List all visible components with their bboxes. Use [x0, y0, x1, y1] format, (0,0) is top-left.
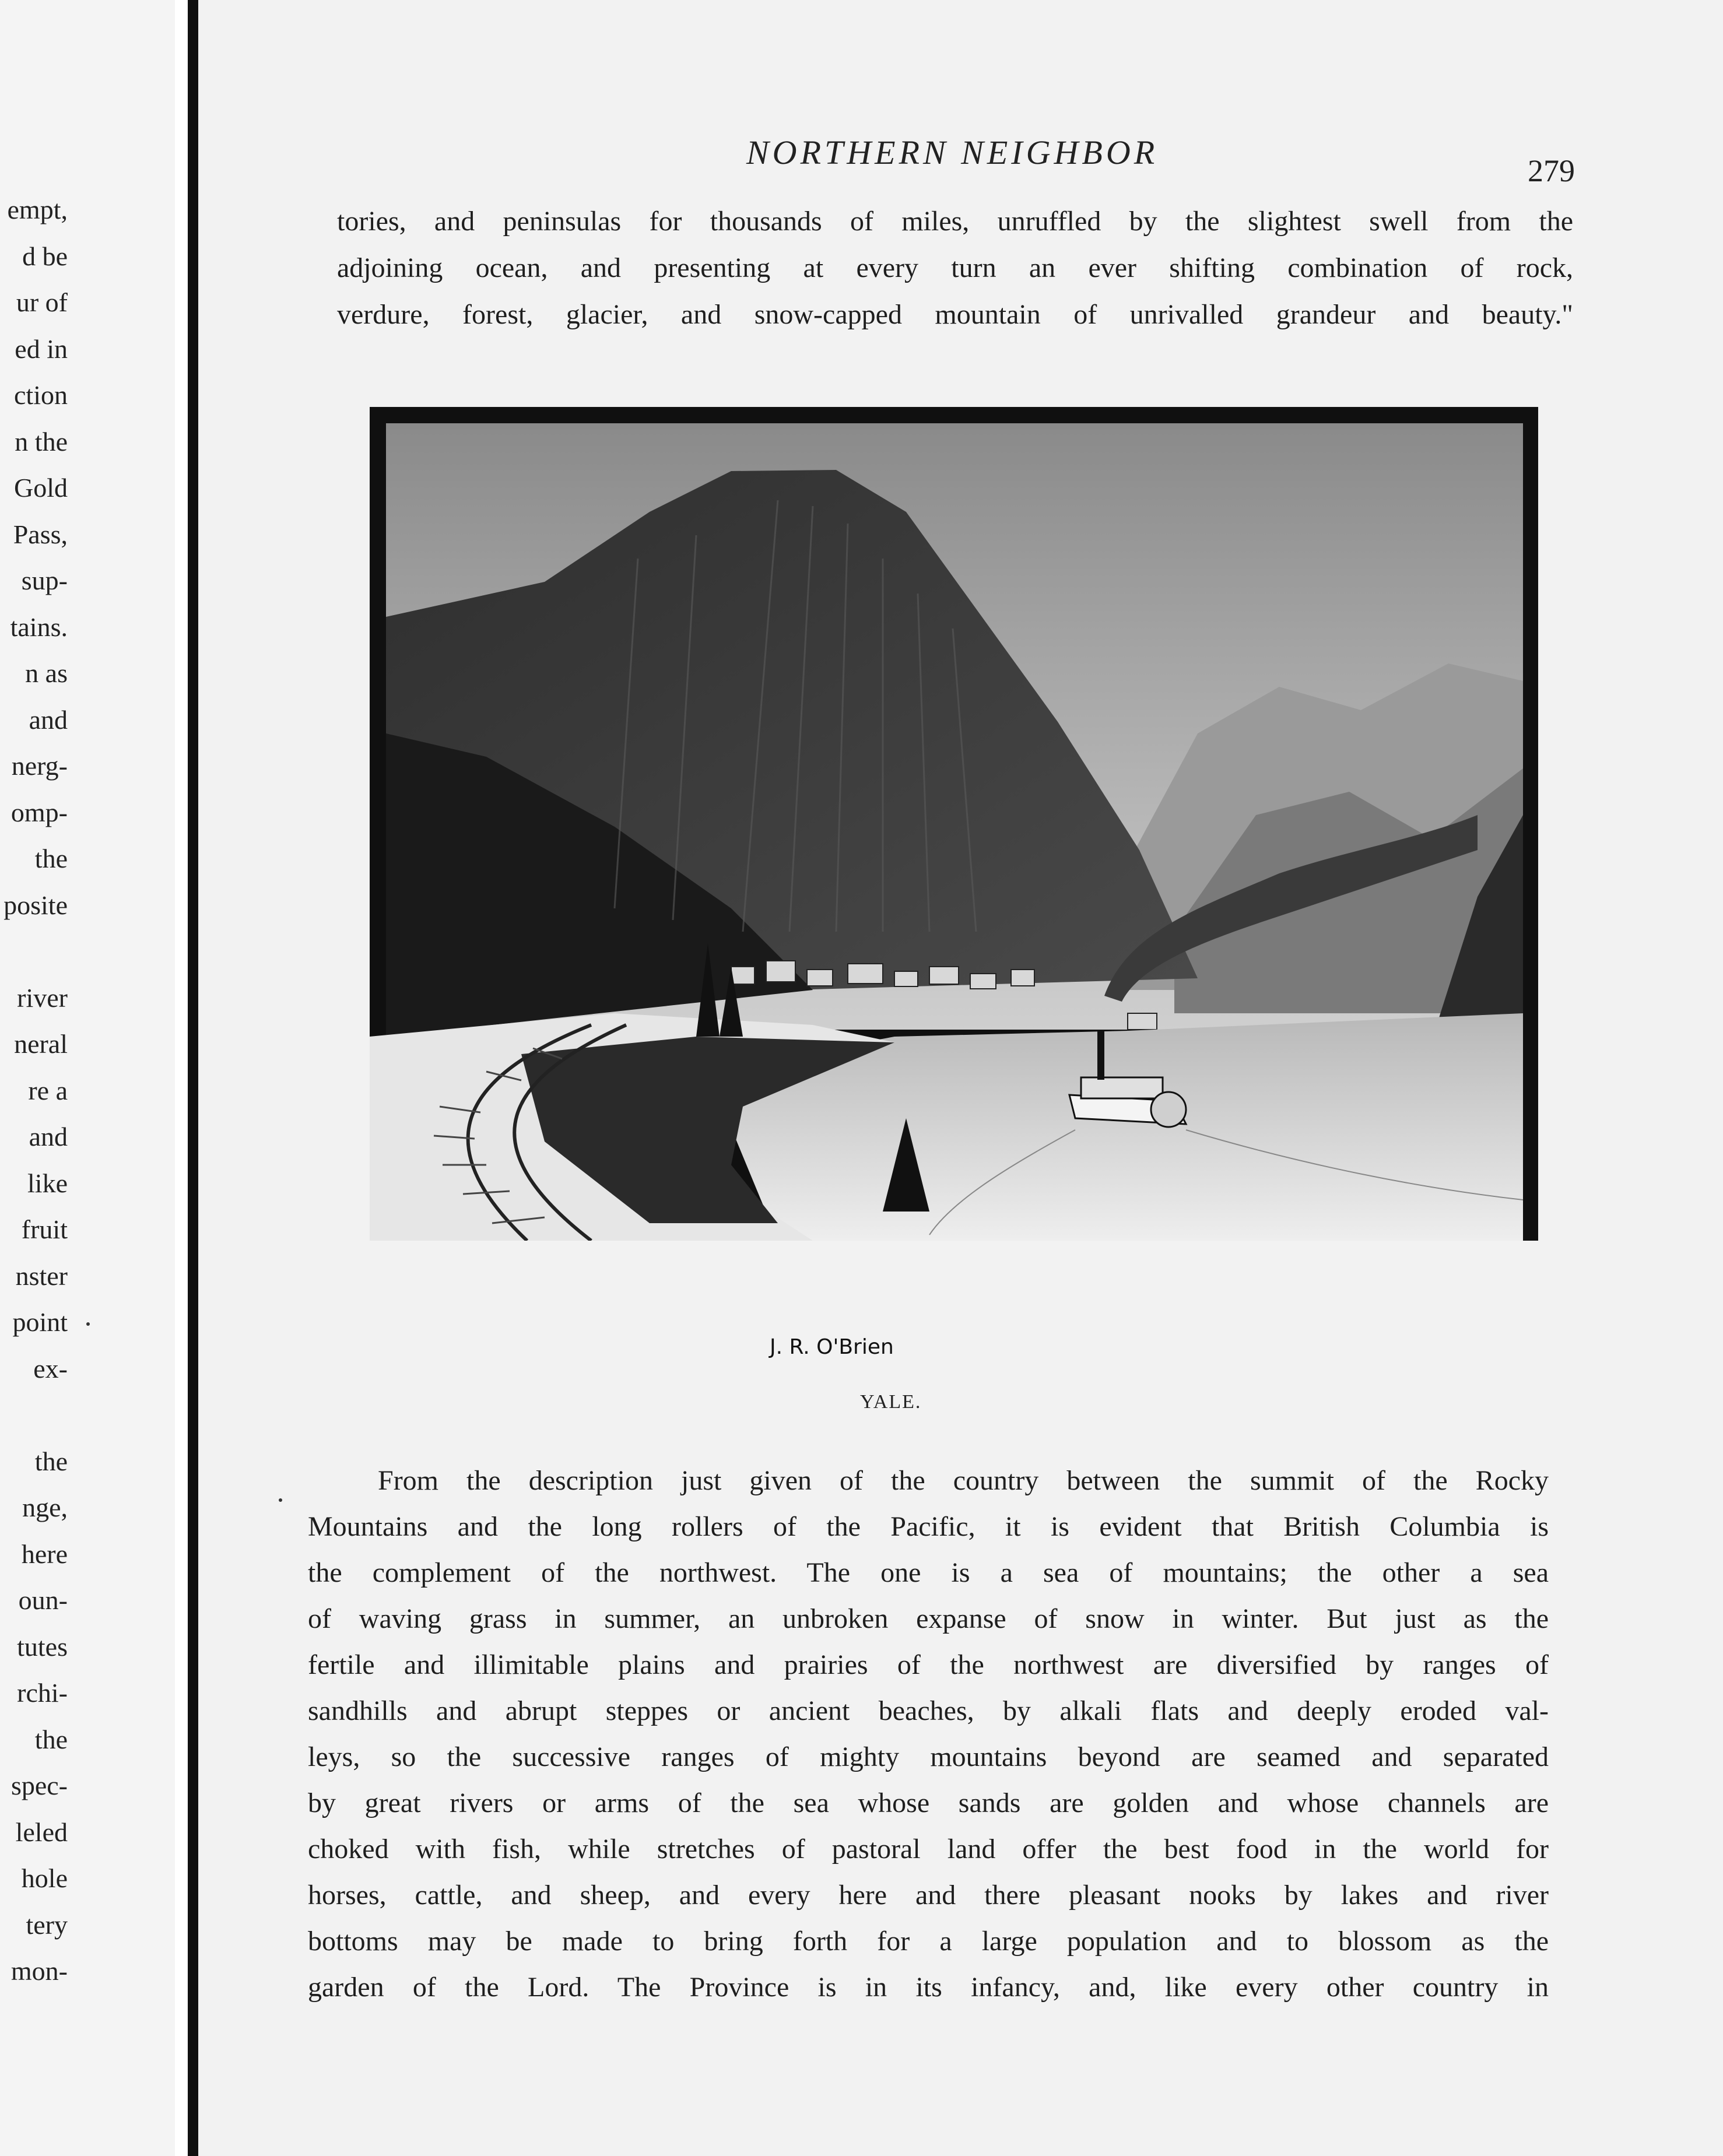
left-page-line: empt, — [7, 195, 68, 224]
print-speck — [86, 1322, 90, 1326]
body-line: bottoms may be made to bring forth for a large population and to blossom as the — [308, 1926, 1549, 1957]
left-page-line: oun- — [18, 1585, 68, 1615]
left-page-line: tery — [26, 1909, 68, 1940]
left-page-line: rchi- — [17, 1678, 68, 1708]
left-page-line: ex- — [33, 1353, 68, 1384]
left-page-line: spec- — [10, 1771, 68, 1800]
left-page-line: ur of — [16, 287, 68, 317]
left-page-line: n the — [15, 426, 68, 457]
left-page-line: tains. — [10, 612, 68, 642]
left-page-line: here — [21, 1539, 68, 1569]
body-line: Mountains and the long rollers of the Pacific, it is evident that British Columbia is — [308, 1511, 1549, 1542]
quote-line: verdure, forest, glacier, and snow-capped mountain of unrivalled grandeur and beauty." — [337, 299, 1573, 330]
yale-engraving — [370, 407, 1538, 1241]
left-page-line: mon- — [10, 1956, 68, 1986]
body-line: choked with fish, while stretches of pastoral land offer the best food in the world for — [308, 1834, 1549, 1864]
illustration-caption: YALE. — [860, 1391, 922, 1413]
left-page-line: point — [12, 1307, 68, 1337]
left-page-line: omp- — [10, 797, 68, 827]
artist-signature: J. R. O'Brien — [770, 1335, 894, 1359]
page-number: 279 — [1528, 153, 1575, 188]
body-paragraph — [308, 1458, 1549, 2010]
quote-line: adjoining ocean, and presenting at every turn an ever shifting combination of rock, — [337, 252, 1573, 283]
left-page-line: d be — [22, 241, 68, 271]
left-page-line: river — [17, 982, 68, 1013]
left-page-line: the — [34, 1446, 68, 1476]
left-page-line: re a — [28, 1075, 68, 1105]
left-page-line: fruit — [21, 1214, 68, 1244]
left-page-line: ction — [14, 380, 68, 410]
left-page-line: nerg- — [11, 751, 68, 781]
quote-continuation — [337, 198, 1573, 338]
body-line: the complement of the northwest. The one is a sea of mountains; the other a sea — [308, 1557, 1549, 1588]
body-line: horses, cattle, and sheep, and every here and there pleasant nooks by lakes and river — [308, 1880, 1549, 1911]
left-facing-page — [0, 0, 175, 2156]
print-speck — [279, 1498, 282, 1502]
left-page-line: like — [27, 1168, 68, 1198]
left-page-line: posite — [3, 890, 68, 920]
running-head: NORTHERN NEIGHBOR — [746, 134, 1159, 171]
left-page-line: Pass, — [13, 519, 68, 549]
left-page-line: hole — [21, 1863, 68, 1893]
left-page-line: and — [29, 704, 68, 735]
body-line: of waving grass in summer, an unbroken expanse of snow in winter. But just as the — [308, 1603, 1549, 1634]
body-line: garden of the Lord. The Province is in its infancy, and, like every other country in — [308, 1972, 1549, 2003]
body-line: sandhills and abrupt steppes or ancient beaches, by alkali flats and deeply eroded val- — [308, 1695, 1549, 1726]
left-page-line: nge, — [22, 1493, 68, 1522]
body-line: by great rivers or arms of the sea whose sands are golden and whose channels are — [308, 1788, 1549, 1818]
left-page-line: nster — [15, 1260, 68, 1291]
left-page-line: tutes — [17, 1631, 68, 1662]
left-page-line: sup- — [21, 566, 68, 595]
engraving-artwork — [370, 407, 1538, 1241]
left-page-line: neral — [14, 1029, 68, 1059]
body-line: leys, so the successive ranges of mighty mountains beyond are seamed and separated — [308, 1741, 1549, 1772]
body-line: fertile and illimitable plains and prairies of the northwest are diversified by ranges of — [308, 1649, 1549, 1680]
left-page-line: the — [34, 844, 68, 873]
left-page-line: Gold — [14, 473, 68, 503]
left-page-line: n as — [25, 658, 68, 688]
left-page-line: and — [29, 1122, 68, 1151]
left-page-line: the — [34, 1724, 68, 1754]
left-page-line: ed in — [15, 333, 68, 364]
body-line: From the description just given of the country between the summit of the Rocky — [378, 1465, 1549, 1496]
book-gutter — [188, 0, 198, 2156]
quote-line: tories, and peninsulas for thousands of miles, unruffled by the slightest swell from the — [337, 206, 1573, 237]
left-page-line: leled — [15, 1817, 68, 1847]
